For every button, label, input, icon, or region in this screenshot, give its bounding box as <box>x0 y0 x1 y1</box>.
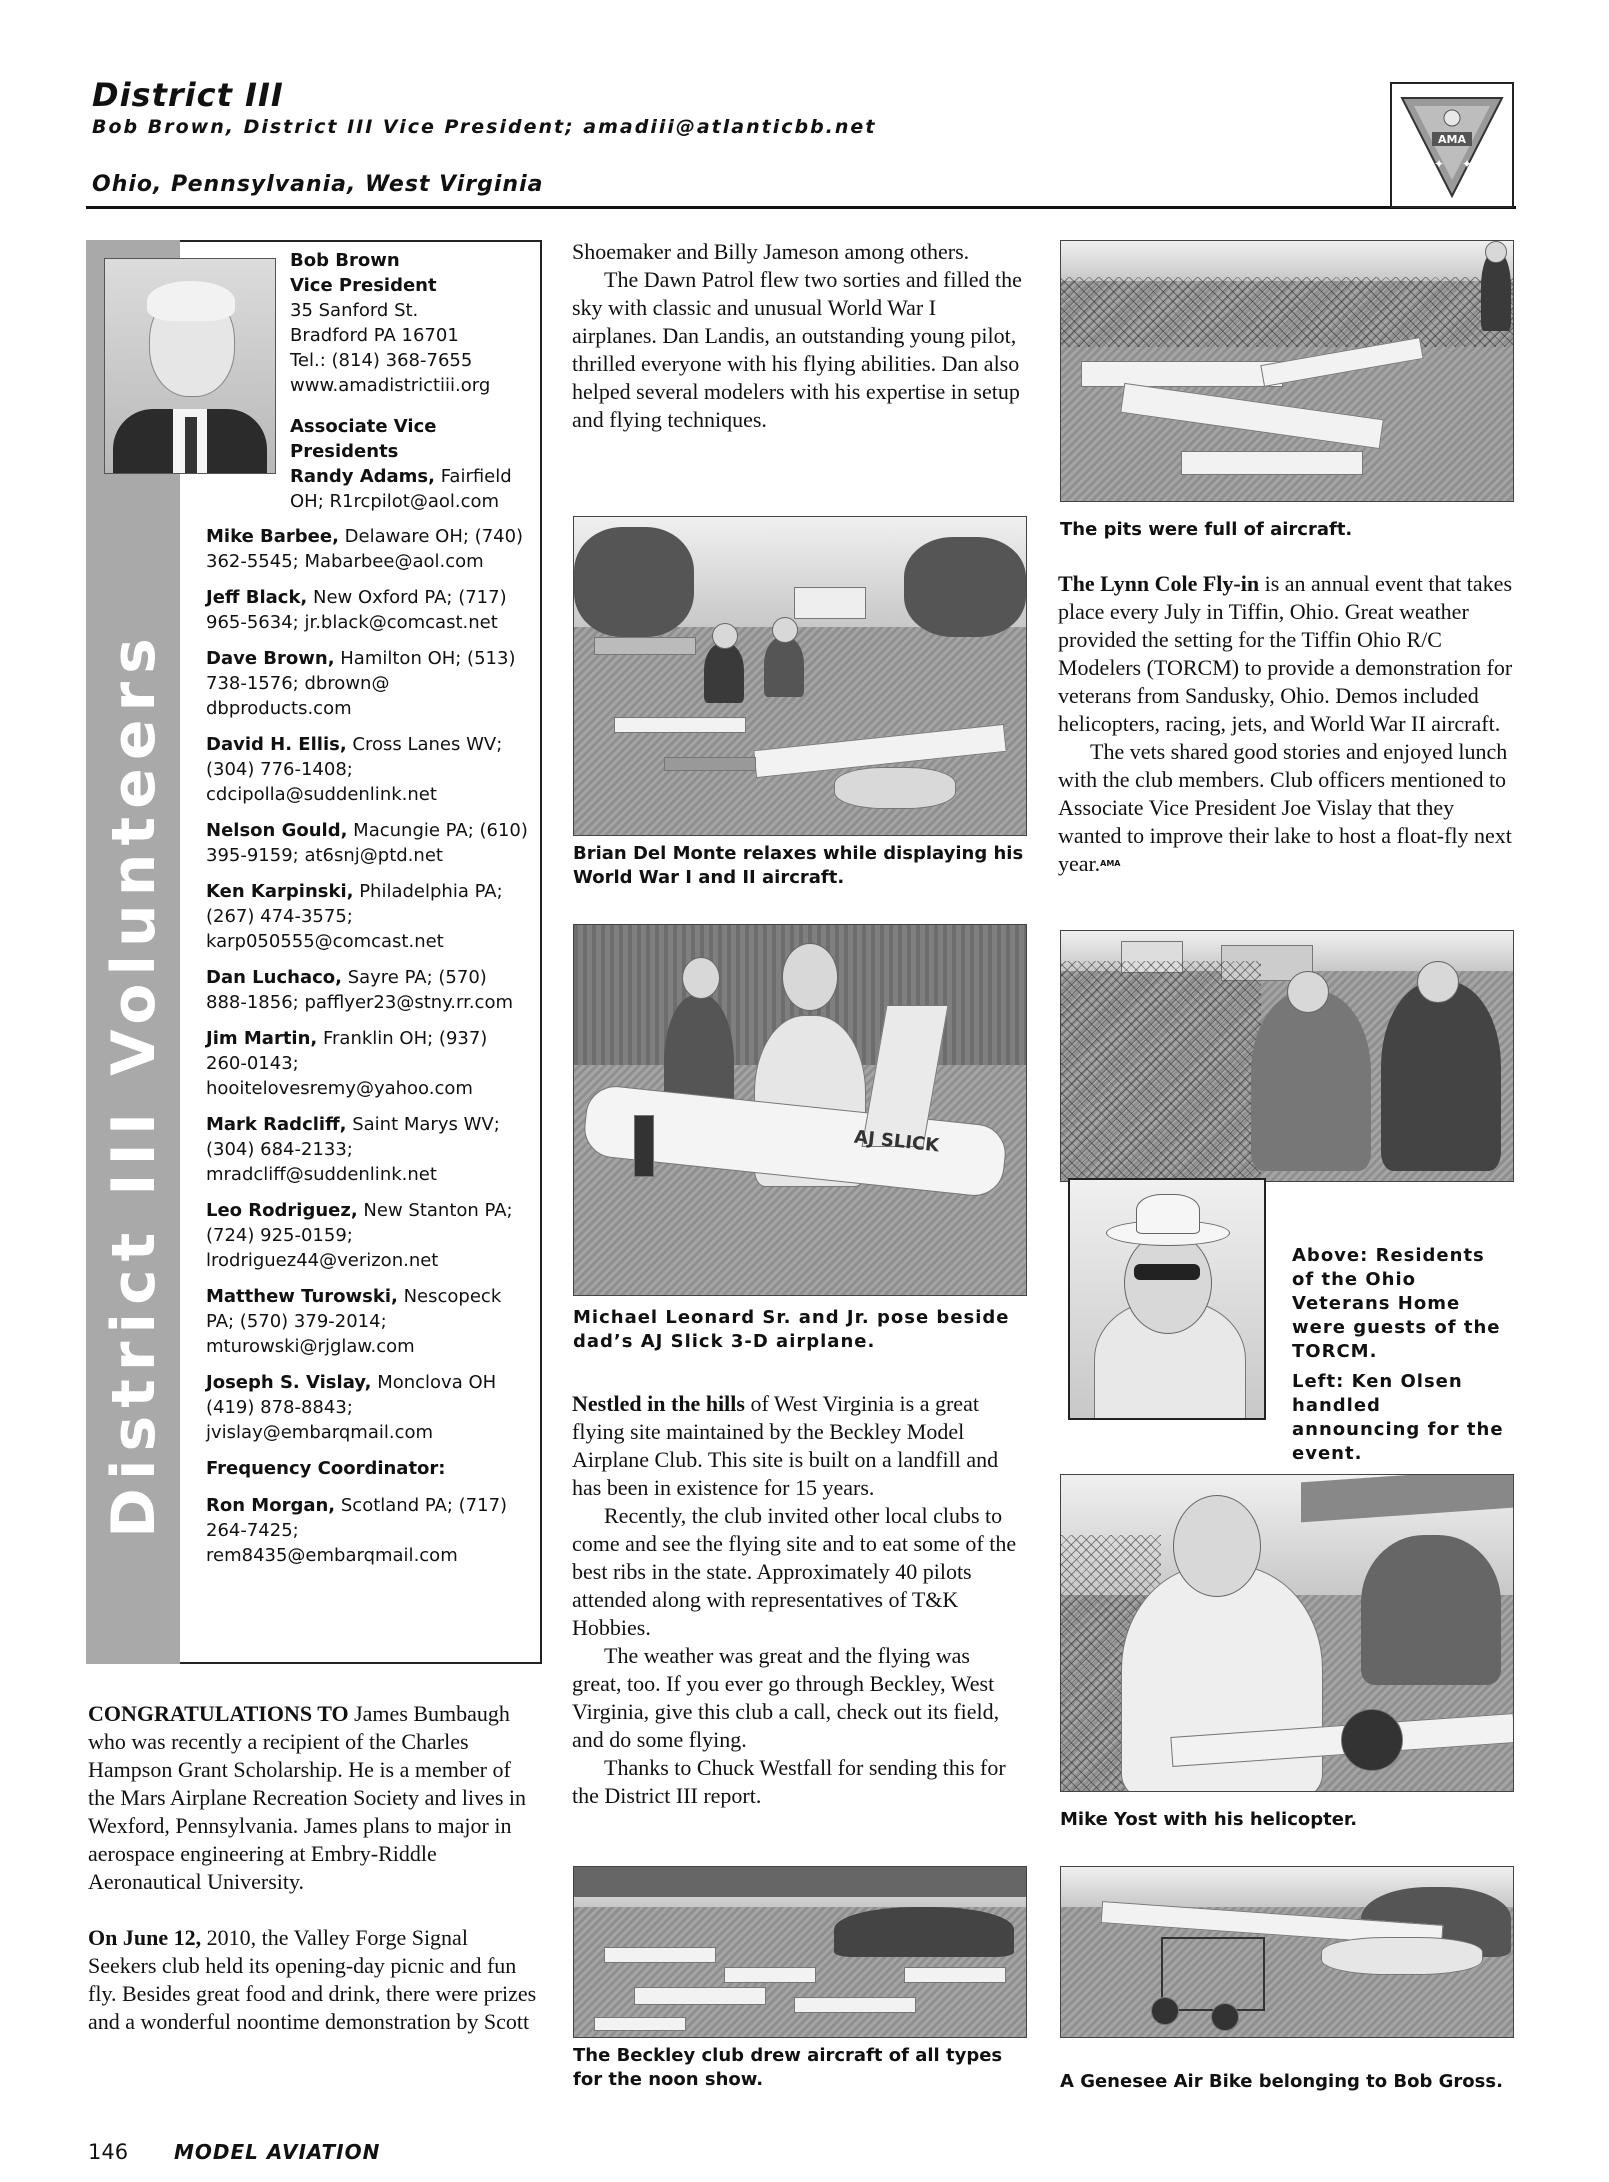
vp-website[interactable]: www.amadistrictiii.org <box>290 375 491 396</box>
photo-brian-del-monte <box>573 516 1027 836</box>
svg-text:✦: ✦ <box>1434 157 1445 171</box>
vp-contact <box>290 248 530 398</box>
congrats-body: James Bumbaugh who was recently a recipient of the Charles Hampson Grant Scholarship. He is a member of the Mars Airplane Recreation Society and lives in Wexford, Pennsylvania. James plans to major in aerospace engineering at Embry-Riddle Aeronautical University. <box>88 1701 527 1894</box>
volunteer-details: Franklin OH; (937) 260-0143; hooitelovesremy@yahoo.com <box>206 1028 488 1099</box>
photo-michael-leonard <box>573 924 1027 1296</box>
district-states: Ohio, Pennsylvania, West Virginia <box>92 172 544 197</box>
page-number: 146 <box>88 2140 129 2164</box>
frequency-coordinator-heading: Frequency Coordinator: <box>206 1458 446 1479</box>
vp-address-line2: Bradford PA 16701 <box>290 325 459 346</box>
volunteer-name: Mike Barbee, <box>206 526 339 547</box>
volunteer-entry <box>206 732 528 807</box>
volunteer-entry <box>206 524 528 574</box>
volunteer-name: Dan Luchaco, <box>206 967 342 988</box>
header-divider <box>86 206 1516 209</box>
volunteer-name: Ken Karpinski, <box>206 881 354 902</box>
svg-text:✦: ✦ <box>1462 157 1473 171</box>
bob-brown-portrait <box>104 258 276 474</box>
volunteer-entry <box>206 646 528 721</box>
volunteer-entry <box>206 1284 528 1359</box>
volunteer-details: Saint Marys WV; (304) 684-2133; mradcliff@suddenlink.net <box>206 1114 500 1185</box>
vp-name: Bob Brown <box>290 250 400 271</box>
caption-michael-leonard: Michael Leonard Sr. and Jr. pose beside dad’s AJ Slick 3-D airplane. <box>573 1307 1010 1352</box>
avp-first-name: Randy Adams, <box>290 466 435 487</box>
nestled-lead: Nestled in the hills <box>572 1391 745 1416</box>
avp-first-contact: OH; R1rcpilot@aol.com <box>290 491 500 512</box>
volunteer-details: Hamilton OH; (513) 738-1576; dbrown@ dbproducts.com <box>206 648 516 719</box>
volunteer-name: Ron Morgan, <box>206 1495 336 1516</box>
photo-mike-yost <box>1060 1474 1514 1792</box>
district-title: District III <box>92 76 284 114</box>
para-recently: Recently, the club invited other local clubs to come and see the flying site and to eat some of the best ribs in the state. Approximately 40 pilots attended along with representatives of T&K Hobbies. <box>572 1503 1017 1640</box>
volunteer-details: Delaware OH; (740) 362-5545; Mabarbee@aol.com <box>206 526 524 572</box>
ama-district-logo <box>1390 82 1514 208</box>
district-vp-line: Bob Brown, District III Vice President; amadiii@atlanticbb.net <box>92 116 877 138</box>
volunteer-entry <box>206 1370 528 1445</box>
vets-para: The vets shared good stories and enjoyed lunch with the club members. Club officers mentioned to Associate Vice President Joe Vislay that they wanted to improve their lake to host a float-fly next year. <box>1058 739 1512 876</box>
caption-pits: The pits were full of aircraft. <box>1060 519 1353 540</box>
volunteer-entry <box>206 1198 528 1273</box>
para-dawn-patrol: The Dawn Patrol flew two sorties and filled the sky with classic and unusual World War I airplanes. Dan Landis, an outstanding young pilot, thrilled everyone with his flying abilities. Dan also helped several modelers with his expertise in setup and flying techniques. <box>572 267 1022 432</box>
volunteer-details: Macungie PA; (610) 395-9159; at6snj@ptd.net <box>206 820 528 866</box>
volunteer-entry <box>206 1026 528 1101</box>
plane-label: AJ SLICK <box>853 1126 941 1157</box>
lynn-lead: The Lynn Cole Fly-in <box>1058 571 1260 596</box>
volunteer-details: Philadelphia PA; (267) 474-3575; karp050555@comcast.net <box>206 881 503 952</box>
dawn-patrol-text <box>572 238 1024 434</box>
volunteer-entry <box>206 965 528 1015</box>
photo-genesee-air-bike <box>1060 1866 1514 2038</box>
para-weather: The weather was great and the flying was great, too. If you ever go through Beckley, West Virginia, give this club a call, check out its field, and do some flying. <box>572 1643 1000 1752</box>
volunteer-name: Mark Radcliff, <box>206 1114 347 1135</box>
photo-beckley-club <box>573 1866 1027 2038</box>
volunteer-details: Nescopeck PA; (570) 379-2014; mturowski@rjglaw.com <box>206 1286 502 1357</box>
volunteer-name: Matthew Turowski, <box>206 1286 398 1307</box>
beckley-article <box>572 1390 1024 1810</box>
frequency-coordinator-entry <box>206 1493 528 1568</box>
photo-veterans <box>1060 930 1514 1182</box>
volunteer-name: Joseph S. Vislay, <box>206 1372 372 1393</box>
nestled-body: of West Virginia is a great flying site maintained by the Beckley Model Airplane Club. This site is built on a landfill and has been in existence for 15 years. <box>572 1391 999 1500</box>
avp-first-location: Fairfield <box>434 466 512 487</box>
caption-above: Above: Residents of the Ohio Veterans Home were guests of the TORCM. <box>1292 1245 1501 1362</box>
vp-address-line1: 35 Sanford St. <box>290 300 419 321</box>
volunteer-name: David H. Ellis, <box>206 734 347 755</box>
magazine-name: MODEL AVIATION <box>174 2140 381 2164</box>
photo-ken-olsen <box>1068 1178 1266 1420</box>
lynn-cole-article <box>1058 570 1514 878</box>
ama-end-mark: AMA <box>1100 859 1121 868</box>
volunteer-details: New Stanton PA; (724) 925-0159; lrodriguez44@verizon.net <box>206 1200 513 1271</box>
ama-logo-text: AMA <box>1438 133 1466 146</box>
congratulations-article <box>88 1700 540 2036</box>
volunteer-name: Dave Brown, <box>206 648 335 669</box>
avp-heading: Associate Vice Presidents <box>290 416 437 462</box>
volunteer-list <box>206 524 528 1579</box>
caption-left: Left: Ken Olsen handled announcing for the event. <box>1292 1371 1504 1464</box>
lynn-body: is an annual event that takes place every July in Tiffin, Ohio. Great weather provided the setting for the Tiffin Ohio R/C Modelers (TORCM) to provide a demonstration for veterans from Sandusky, Ohio. Demos included helicopters, racing, jets, and World War II aircraft. <box>1058 571 1513 736</box>
congrats-lead: CONGRATULATIONS TO <box>88 1701 349 1726</box>
volunteer-entry <box>206 585 528 635</box>
volunteer-details: New Oxford PA; (717) 965-5634; jr.black@comcast.net <box>206 587 507 633</box>
vp-title: Vice President <box>290 275 437 296</box>
volunteer-name: Jeff Black, <box>206 587 308 608</box>
caption-beckley-club: The Beckley club drew aircraft of all types for the noon show. <box>573 2045 1003 2090</box>
volunteer-entry <box>206 818 528 868</box>
volunteers-band-title: District III Volunteers <box>99 630 169 1538</box>
volunteer-name: Nelson Gould, <box>206 820 348 841</box>
volunteer-entry <box>206 1112 528 1187</box>
volunteer-details: Cross Lanes WV; (304) 776-1408; cdcipolla@suddenlink.net <box>206 734 503 805</box>
june-body: 2010, the Valley Forge Signal Seekers club held its opening-day picnic and fun fly. Besides great food and drink, there were prizes and a wonderful noontime demonstration by Scott <box>88 1925 537 2034</box>
ama-triangle-icon <box>1392 84 1512 206</box>
volunteer-details: Sayre PA; (570) 888-1856; pafflyer23@stny.rr.com <box>206 967 513 1013</box>
para-thanks: Thanks to Chuck Westfall for sending this for the District III report. <box>572 1755 1006 1808</box>
vp-phone: Tel.: (814) 368-7655 <box>290 350 473 371</box>
volunteer-name: Leo Rodriguez, <box>206 1200 358 1221</box>
caption-brian-del-monte: Brian Del Monte relaxes while displaying his World War I and II aircraft. <box>573 843 1024 888</box>
photo-pits <box>1060 240 1514 502</box>
volunteer-name: Jim Martin, <box>206 1028 318 1049</box>
para-shoemaker: Shoemaker and Billy Jameson among others. <box>572 239 970 264</box>
volunteer-details: Scotland PA; (717) 264-7425; rem8435@embarqmail.com <box>206 1495 508 1566</box>
caption-genesee-air-bike: A Genesee Air Bike belonging to Bob Gross. <box>1060 2071 1503 2092</box>
caption-mike-yost: Mike Yost with his helicopter. <box>1060 1809 1358 1830</box>
avp-block <box>290 414 530 514</box>
volunteer-details: Monclova OH (419) 878-8843; jvislay@embarqmail.com <box>206 1372 497 1443</box>
june-lead: On June 12, <box>88 1925 202 1950</box>
volunteer-entry <box>206 879 528 954</box>
